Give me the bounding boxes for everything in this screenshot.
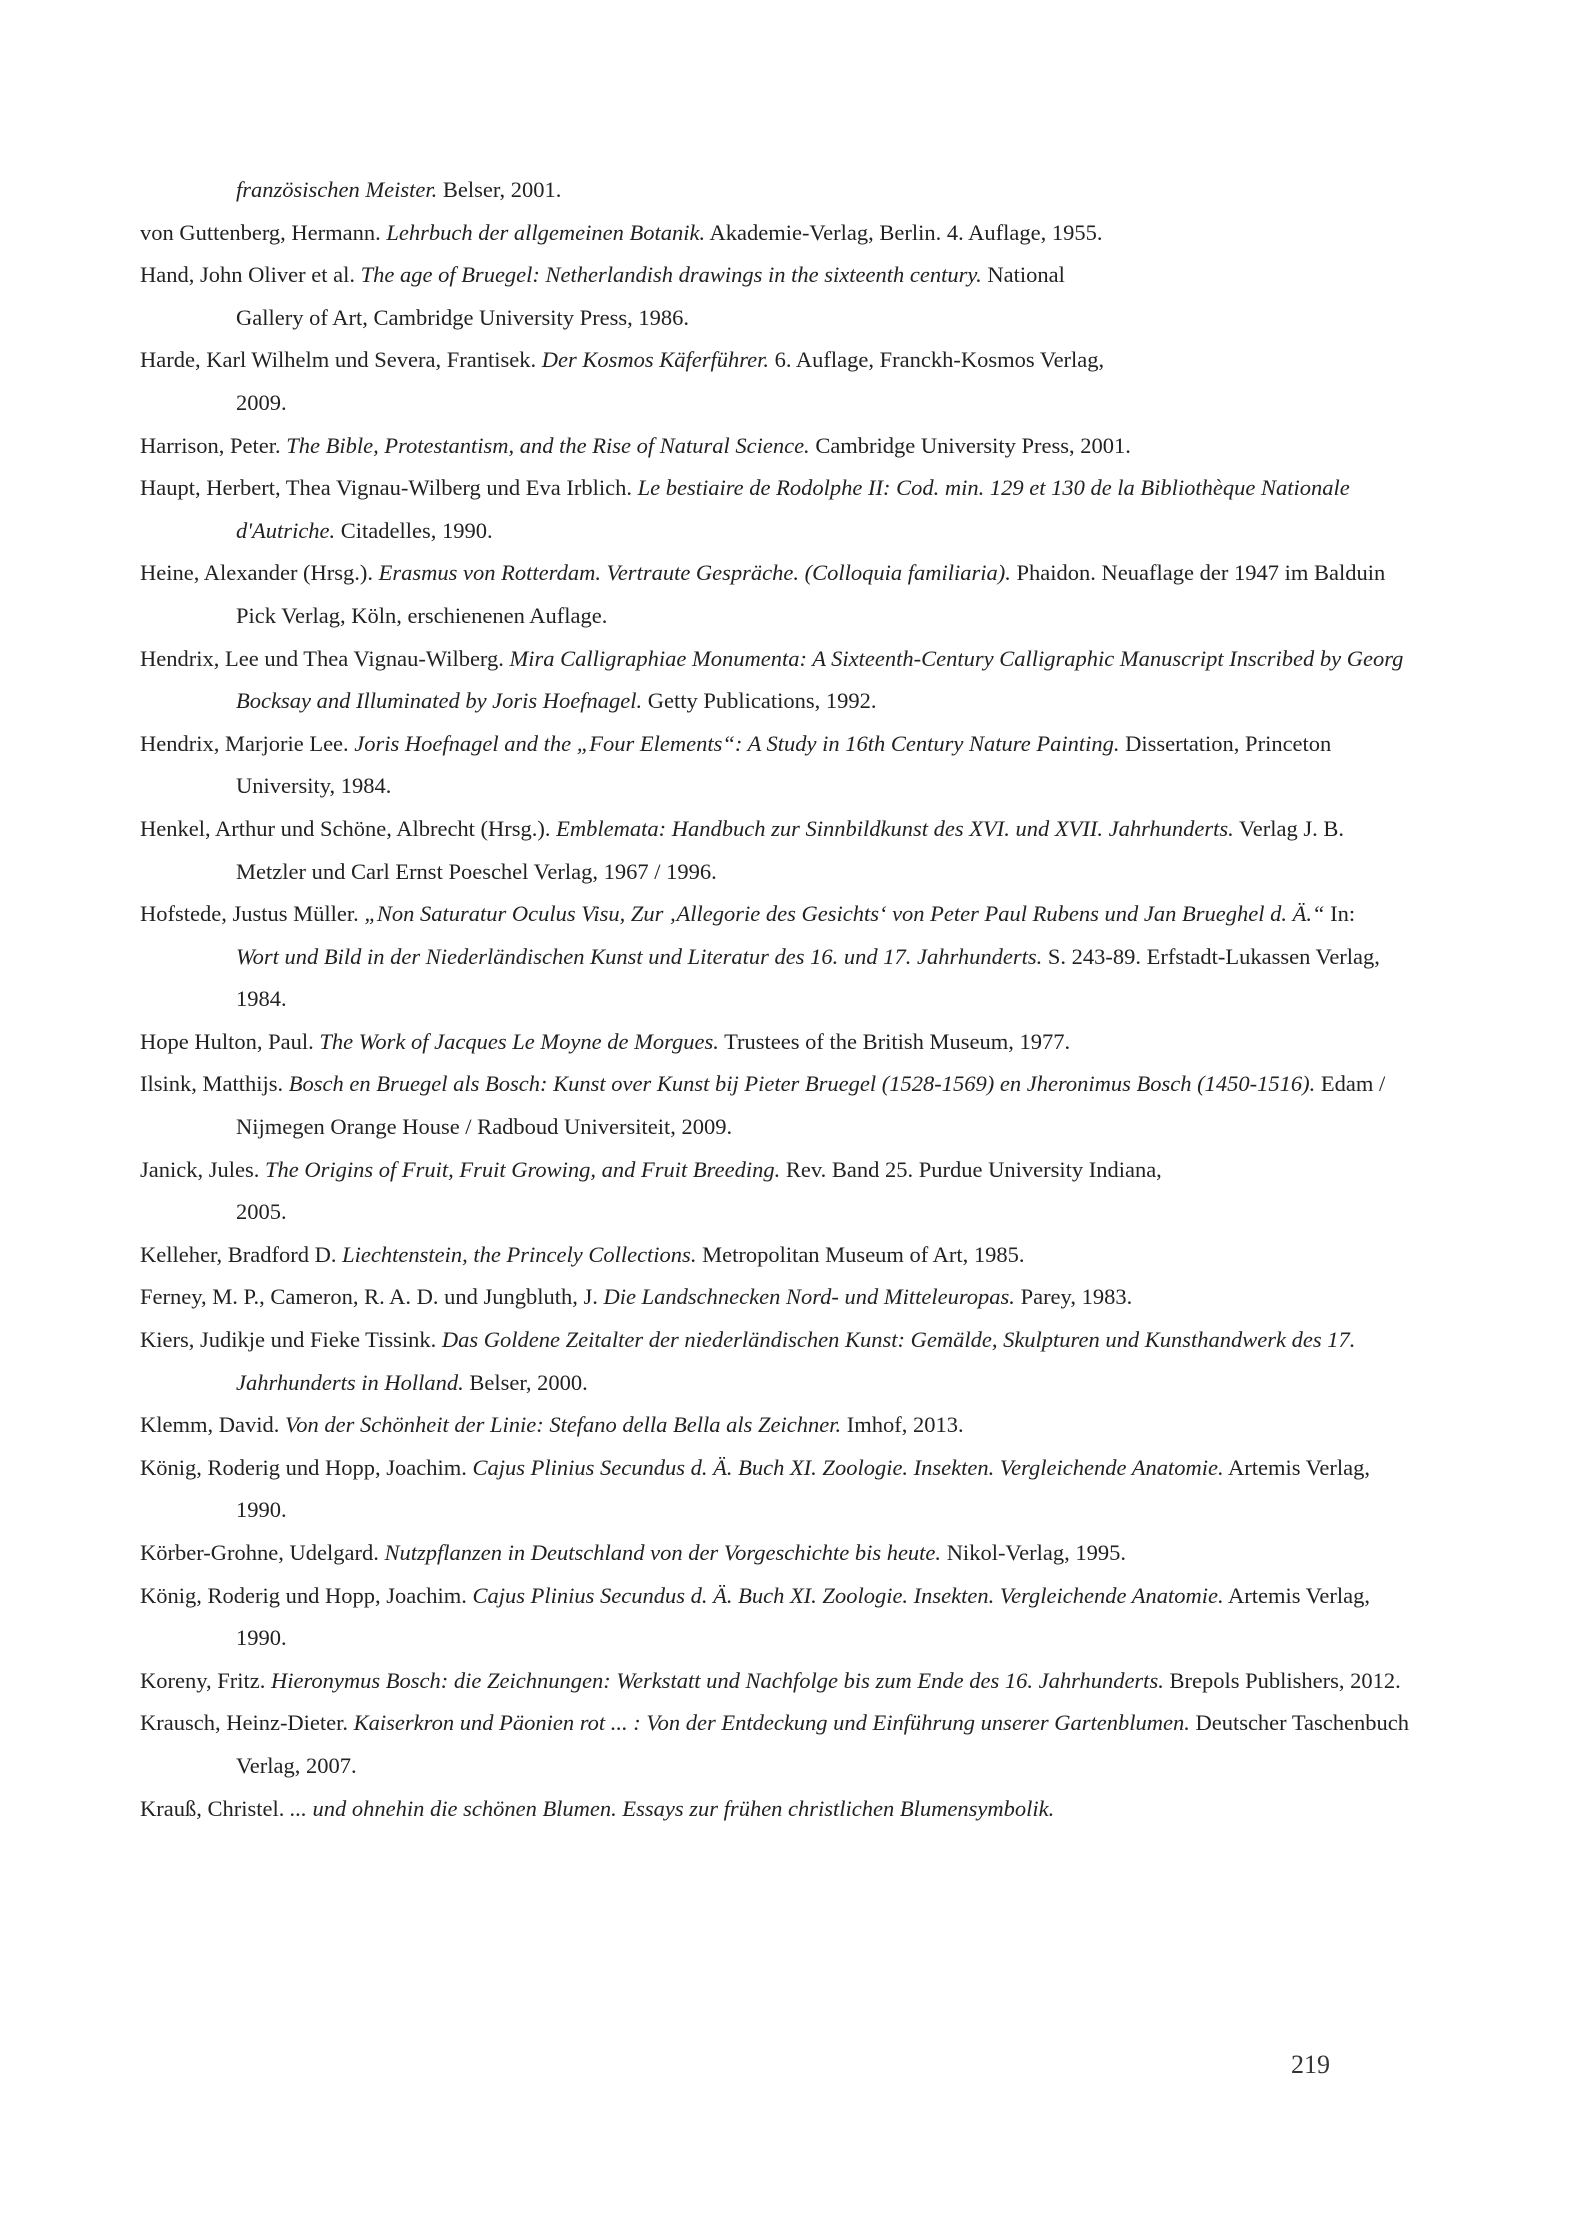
- bibliography-entry: [140, 723, 1386, 808]
- entry-title-italic: Die Landschnecken Nord- und Mitteleuropas.: [603, 1284, 1015, 1310]
- entry-text: Citadelles, 1990.: [335, 517, 493, 543]
- entry-text: S. 243-89. Erfstadt-Lukassen Verlag, 1984.: [236, 943, 1380, 1012]
- entry-text: In:: [1324, 901, 1356, 927]
- entry-text: Akademie-Verlag, Berlin. 4. Auflage, 1955.: [705, 219, 1103, 245]
- entry-text: Phaidon. Neuaflage der 1947 im Balduin Pick Verlag, Köln, erschienenen Auflage.: [236, 560, 1386, 628]
- bibliography-entry: [140, 1660, 1436, 1703]
- entry-text: Deutscher Taschenbuch Verlag, 2007.: [236, 1710, 1410, 1778]
- entry-title-italic: The age of Bruegel: Netherlandish drawings in the sixteenth century.: [360, 262, 982, 288]
- bibliography-entry: [140, 1532, 1400, 1575]
- entry-text: Rev. Band 25. Purdue University Indiana, 2005.: [236, 1156, 1162, 1225]
- entry-text: Henkel, Arthur und Schöne, Albrecht (Hrsg.).: [140, 815, 557, 841]
- entry-text: Imhof, 2013.: [841, 1412, 964, 1438]
- entry-text: Haupt, Herbert, Thea Vignau-Wilberg und Eva Irblich.: [140, 475, 638, 501]
- entry-title-italic: Mira Calligraphiae Monumenta: A Sixteenth-Century Calligraphic Manuscript Inscribed by Georg Bocksay and Illuminated by Joris Hoefnagel.: [236, 645, 1404, 714]
- bibliography-entry: [140, 212, 1400, 255]
- bibliography-entry: [140, 638, 1406, 723]
- bibliography-entry: [140, 1404, 1400, 1447]
- entry-title-italic: Emblemata: Handbuch zur Sinnbildkunst des XVI. und XVII. Jahrhunderts.: [556, 815, 1234, 841]
- entry-title-italic: Das Goldene Zeitalter der niederländischen Kunst: Gemälde, Skulpturen und Kunsthandwerk des 17. Jahrhunderts in Holland.: [236, 1327, 1356, 1395]
- bibliography-entry: [140, 1702, 1426, 1787]
- page-number: 219: [1291, 2050, 1330, 2079]
- entry-title-italic: Liechtenstein, the Princely Collections.: [342, 1241, 697, 1267]
- entry-text: Edam / Nijmegen Orange House / Radboud Universiteit, 2009.: [236, 1071, 1386, 1140]
- bibliography-entry: [140, 467, 1406, 552]
- entry-text: Artemis Verlag, 1990.: [236, 1582, 1371, 1651]
- entry-text: Trustees of the British Museum, 1977.: [718, 1028, 1071, 1054]
- entry-text: Brepols Publishers, 2012.: [1163, 1667, 1401, 1693]
- entry-text: Hendrix, Lee und Thea Vignau-Wilberg.: [140, 645, 510, 671]
- entry-text: 6. Auflage, Franckh-Kosmos Verlag, 2009.: [236, 347, 1105, 415]
- bibliography-entry: [140, 1447, 1396, 1532]
- entry-text: Hofstede, Justus Müller.: [140, 901, 365, 927]
- entry-title-italic: Bosch en Bruegel als Bosch: Kunst over Kunst bij Pieter Bruegel (1528-1569) en Jheronimus Bosch (1450-1516).: [288, 1071, 1316, 1097]
- entry-text: Hendrix, Marjorie Lee.: [140, 730, 355, 756]
- bibliography-entry: [140, 1021, 1400, 1064]
- entry-text: Krausch, Heinz-Dieter.: [140, 1710, 354, 1736]
- entry-title-italic: „Non Saturatur Oculus Visu, Zur ‚Allegorie des Gesichts‘ von Peter Paul Rubens und Jan Brueghel d. Ä.“: [364, 901, 1325, 927]
- entry-text: König, Roderig und Hopp, Joachim.: [140, 1454, 473, 1480]
- entry-text: Hope Hulton, Paul.: [140, 1028, 320, 1054]
- entry-text: National Gallery of Art, Cambridge University Press, 1986.: [236, 262, 1065, 330]
- entry-title-italic: Der Kosmos Käferführer.: [541, 347, 770, 373]
- entry-text: Parey, 1983.: [1014, 1284, 1133, 1310]
- entry-title-italic: Hieronymus Bosch: die Zeichnungen: Werkstatt und Nachfolge bis zum Ende des 16. Jahrhunderts.: [271, 1667, 1164, 1693]
- bibliography-list: [140, 169, 1410, 1830]
- entry-text: König, Roderig und Hopp, Joachim.: [140, 1582, 473, 1608]
- entry-text: Getty Publications, 1992.: [642, 688, 877, 714]
- entry-title-italic: Nutzpflanzen in Deutschland von der Vorgeschichte bis heute.: [384, 1540, 942, 1565]
- entry-text: Artemis Verlag, 1990.: [236, 1454, 1371, 1523]
- bibliography-entry: [140, 808, 1396, 893]
- entry-title-italic: The Bible, Protestantism, and the Rise of Natural Science.: [286, 432, 810, 458]
- entry-text: Janick, Jules.: [140, 1156, 265, 1182]
- entry-text: Metropolitan Museum of Art, 1985.: [696, 1241, 1025, 1267]
- entry-title-italic: Joris Hoefnagel and the „Four Elements“: A Study in 16th Century Nature Painting.: [354, 730, 1120, 756]
- bibliography-entry: [140, 893, 1396, 1021]
- entry-text: Harrison, Peter.: [140, 432, 287, 458]
- entry-title-italic: ... und ohnehin die schönen Blumen. Essays zur frühen christlichen Blumensymbolik.: [289, 1795, 1055, 1821]
- entry-title-italic: Cajus Plinius Secundus d. Ä. Buch XI. Zoologie. Insekten. Vergleichende Anatomie.: [472, 1454, 1224, 1480]
- entry-text: Klemm, David.: [140, 1412, 285, 1438]
- entry-title-italic: The Origins of Fruit, Fruit Growing, and Fruit Breeding.: [264, 1156, 781, 1182]
- entry-text: Ferney, M. P., Cameron, R. A. D. und Jungbluth, J.: [140, 1284, 604, 1310]
- entry-text: Nikol-Verlag, 1995.: [941, 1540, 1127, 1565]
- entry-title-italic: Lehrbuch der allgemeinen Botanik.: [386, 219, 706, 245]
- entry-text: Belser, 2000.: [463, 1369, 588, 1395]
- entry-title-italic: Le bestiaire de Rodolphe II: Cod. min. 129 et 130 de la Bibliothèque Nationale d'Autriche.: [236, 475, 1350, 543]
- bibliography-entry: [140, 552, 1396, 637]
- entry-title-italic: Von der Schönheit der Linie: Stefano della Bella als Zeichner.: [284, 1412, 842, 1438]
- entry-text: Dissertation, Princeton University, 1984.: [236, 730, 1332, 799]
- bibliography-entry: [140, 1276, 1400, 1319]
- entry-text: von Guttenberg, Hermann.: [140, 219, 387, 245]
- entry-text: Cambridge University Press, 2001.: [809, 432, 1131, 458]
- entry-text: Verlag J. B. Metzler und Carl Ernst Poeschel Verlag, 1967 / 1996.: [236, 815, 1345, 884]
- entry-text: Harde, Karl Wilhelm und Severa, Frantisek.: [140, 347, 542, 373]
- entry-text: Heine, Alexander (Hrsg.).: [140, 560, 379, 586]
- entry-text: Ilsink, Matthijs.: [140, 1071, 289, 1097]
- entry-text: Koreny, Fritz.: [140, 1667, 272, 1693]
- entry-text: Krauß, Christel.: [140, 1795, 290, 1821]
- entry-title-italic: Wort und Bild in der Niederländischen Kunst und Literatur des 16. und 17. Jahrhunderts.: [236, 943, 1043, 969]
- entry-text: Hand, John Oliver et al.: [140, 262, 361, 288]
- bibliography-entry: [140, 1319, 1406, 1404]
- entry-title-italic: französischen Meister.: [236, 177, 438, 202]
- bibliography-entry: [140, 1788, 1400, 1831]
- entry-title-italic: Erasmus von Rotterdam. Vertraute Gespräche. (Colloquia familiaria).: [378, 560, 1011, 586]
- entry-text: Belser, 2001.: [437, 177, 562, 202]
- bibliography-entry: [140, 1063, 1416, 1148]
- bibliography-entry: [140, 169, 1400, 212]
- entry-title-italic: The Work of Jacques Le Moyne de Morgues.: [319, 1028, 719, 1054]
- entry-text: Körber-Grohne, Udelgard.: [140, 1540, 385, 1565]
- entry-text: Kelleher, Bradford D.: [140, 1241, 343, 1267]
- entry-title-italic: Kaiserkron und Päonien rot ... : Von der Entdeckung und Einführung unserer Gartenblumen.: [353, 1710, 1190, 1736]
- entry-title-italic: Cajus Plinius Secundus d. Ä. Buch XI. Zoologie. Insekten. Vergleichende Anatomie.: [472, 1582, 1224, 1608]
- bibliography-entry: [140, 1234, 1400, 1277]
- bibliography-entry: [140, 1149, 1176, 1234]
- bibliography-entry: [140, 425, 1400, 468]
- bibliography-entry: [140, 254, 1086, 339]
- bibliography-entry: [140, 1575, 1396, 1660]
- bibliography-entry: [140, 339, 1136, 424]
- entry-text: Kiers, Judikje und Fieke Tissink.: [140, 1327, 442, 1353]
